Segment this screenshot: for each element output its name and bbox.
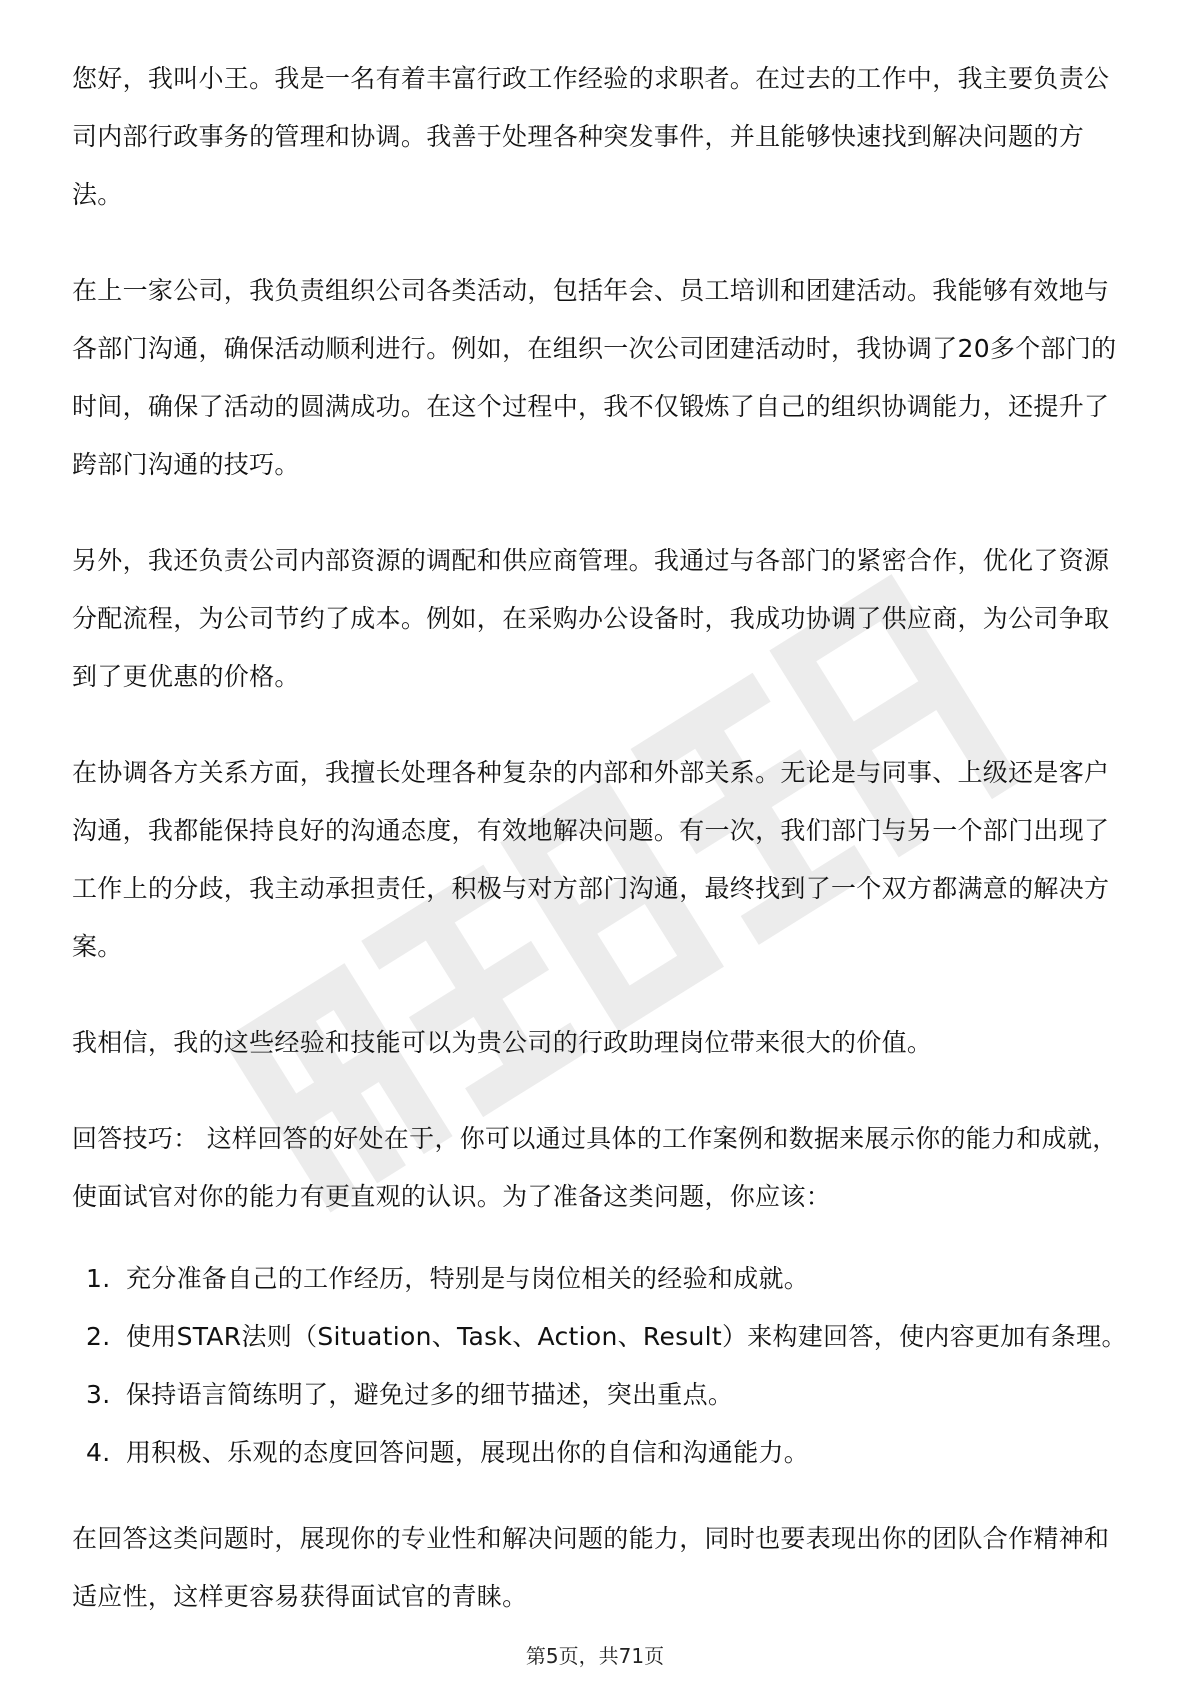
list-item-number: 3. [86, 1380, 111, 1409]
paragraph-intro: 您好，我叫小王。我是一名有着丰富行政工作经验的求职者。在过去的工作中，我主要负责公司内部行政事务的管理和协调。我善于处理各种突发事件，并且能够快速找到解决问题的方法。 [72, 64, 1110, 209]
page-number: 第5页，共71页 [525, 1644, 665, 1668]
list-item-text: 用积极、乐观的态度回答问题，展现出你的自信和沟通能力。 [126, 1438, 810, 1467]
list-item-number: 2. [86, 1322, 111, 1351]
list-item [72, 1366, 1132, 1424]
tips-intro: 回答技巧： 这样回答的好处在于，你可以通过具体的工作案例和数据来展示你的能力和成就，使面试官对你的能力有更直观的认识。为了准备这类问题，你应该： [72, 1124, 1118, 1211]
paragraph-closing: 在回答这类问题时，展现你的专业性和解决问题的能力，同时也要表现出你的团队合作精神和适应性，这样更容易获得面试官的青睐。 [72, 1524, 1110, 1611]
tips-list [72, 1250, 1132, 1482]
list-item [72, 1250, 1132, 1308]
list-item-text: 充分准备自己的工作经历，特别是与岗位相关的经验和成就。 [126, 1264, 810, 1293]
list-item-number: 4. [86, 1438, 111, 1467]
list-item [72, 1424, 1132, 1482]
list-item-text: 保持语言简练明了，避免过多的细节描述，突出重点。 [126, 1380, 734, 1409]
paragraph-resources: 另外，我还负责公司内部资源的调配和供应商管理。我通过与各部门的紧密合作，优化了资源分配流程，为公司节约了成本。例如，在采购办公设备时，我成功协调了供应商，为公司争取到了更优惠的价格。 [72, 546, 1110, 691]
list-item [72, 1308, 1132, 1366]
paragraph-activities: 在上一家公司，我负责组织公司各类活动，包括年会、员工培训和团建活动。我能够有效地与各部门沟通，确保活动顺利进行。例如，在组织一次公司团建活动时，我协调了20多个部门的时间，确保了活动的圆满成功。在这个过程中，我不仅锻炼了自己的组织协调能力，还提升了跨部门沟通的技巧。 [72, 276, 1117, 479]
list-item-number: 1. [86, 1264, 111, 1293]
paragraph-relations: 在协调各方关系方面，我擅长处理各种复杂的内部和外部关系。无论是与同事、上级还是客户沟通，我都能保持良好的沟通态度，有效地解决问题。有一次，我们部门与另一个部门出现了工作上的分歧，我主动承担责任，积极与对方部门沟通，最终找到了一个双方都满意的解决方案。 [72, 758, 1110, 961]
document-body [72, 50, 1132, 1664]
paragraph-value: 我相信，我的这些经验和技能可以为贵公司的行政助理岗位带来很大的价值。 [72, 1028, 933, 1057]
list-item-text: 使用STAR法则（Situation、Task、Action、Result）来构建回答，使内容更加有条理。 [126, 1322, 1127, 1351]
